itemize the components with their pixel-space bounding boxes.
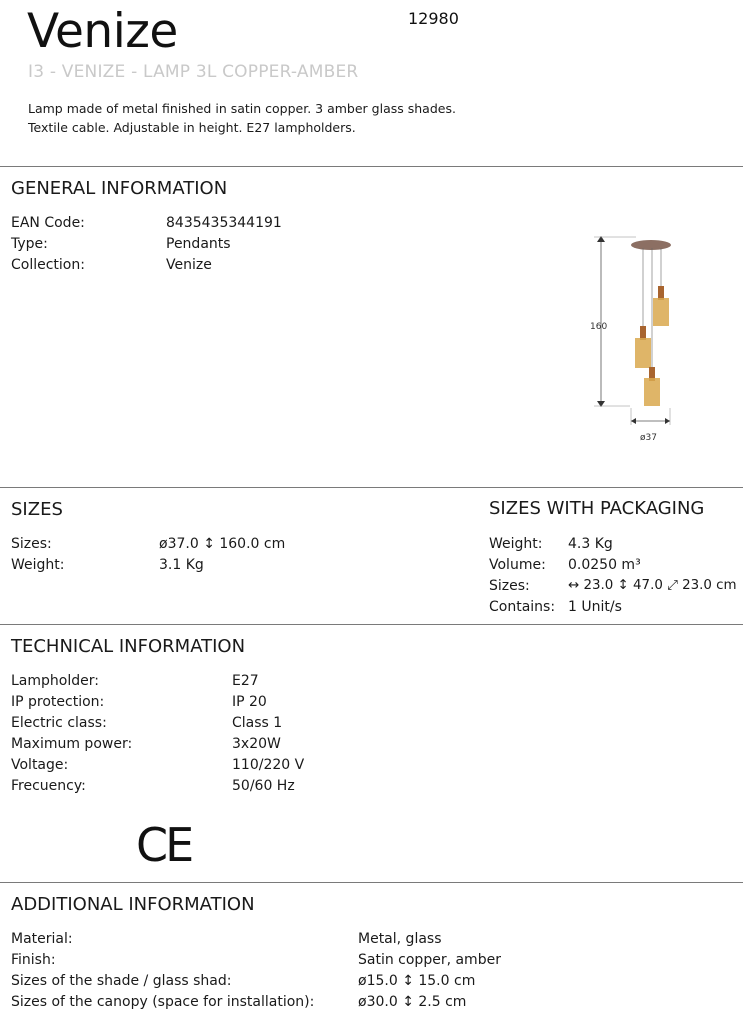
diameter-label: ø37	[640, 433, 657, 443]
additional-row	[11, 971, 531, 992]
packaging-row	[489, 555, 743, 576]
technical-row	[11, 734, 351, 755]
sizes-heading: SIZES	[11, 499, 63, 520]
product-title: Venize	[27, 4, 178, 59]
row-value: ↔ 23.0 ↕ 47.0 ⤢ 23.0 cm	[568, 578, 737, 593]
additional-information-table	[11, 929, 531, 1015]
product-description	[28, 99, 508, 137]
row-label: Weight:	[489, 536, 543, 552]
technical-row	[11, 671, 351, 692]
row-label: Material:	[11, 931, 73, 947]
technical-information-table	[11, 671, 351, 797]
packaging-table	[489, 534, 743, 620]
additional-row	[11, 992, 531, 1013]
row-label: Type:	[11, 236, 48, 252]
row-label: Lampholder:	[11, 673, 99, 689]
row-value: 50/60 Hz	[232, 778, 295, 794]
lamp-technical-drawing	[580, 228, 690, 448]
amber-glass-shade	[635, 338, 651, 368]
row-value: Pendants	[166, 236, 231, 252]
additional-row	[11, 929, 531, 950]
row-value: 4.3 Kg	[568, 536, 613, 552]
row-label: EAN Code:	[11, 215, 85, 231]
height-label: 160	[590, 322, 608, 332]
ce-mark-icon: CE	[136, 818, 192, 872]
row-label: Voltage:	[11, 757, 69, 773]
description-line: Textile cable. Adjustable in height. E27 lampholders.	[28, 120, 356, 135]
row-value: Class 1	[232, 715, 283, 731]
general-row-type	[11, 234, 331, 255]
sizes-row	[11, 555, 341, 576]
packaging-row	[489, 576, 743, 597]
technical-row	[11, 692, 351, 713]
row-value: 0.0250 m³	[568, 557, 641, 573]
row-value: 1 Unit/s	[568, 599, 622, 615]
amber-glass-shade	[644, 378, 660, 406]
row-label: Maximum power:	[11, 736, 133, 752]
row-value: ø30.0 ↕ 2.5 cm	[358, 994, 467, 1010]
product-reference: 12980	[408, 9, 459, 28]
row-label: Contains:	[489, 599, 556, 615]
arrow-left-icon	[631, 418, 636, 424]
row-value: IP 20	[232, 694, 267, 710]
amber-glass-shade	[653, 298, 669, 326]
description-line: Lamp made of metal finished in satin copper. 3 amber glass shades.	[28, 101, 456, 116]
section-divider	[0, 166, 743, 167]
row-value: ø15.0 ↕ 15.0 cm	[358, 973, 476, 989]
technical-row	[11, 713, 351, 734]
row-label: Collection:	[11, 257, 85, 273]
row-value: 110/220 V	[232, 757, 305, 773]
product-subtitle: I3 - VENIZE - LAMP 3L COPPER-AMBER	[28, 62, 359, 82]
general-information-table	[11, 213, 331, 283]
row-value: 3.1 Kg	[159, 557, 204, 573]
row-value: Venize	[166, 257, 212, 273]
section-divider	[0, 624, 743, 625]
section-divider	[0, 882, 743, 883]
row-label: Frecuency:	[11, 778, 86, 794]
row-value: 3x20W	[232, 736, 281, 752]
technical-row	[11, 755, 351, 776]
canopy	[631, 240, 671, 250]
row-label: Volume:	[489, 557, 546, 573]
row-value: Satin copper, amber	[358, 952, 501, 968]
copper-cylinder	[658, 286, 664, 300]
row-label: Sizes of the canopy (space for installation):	[11, 994, 315, 1010]
row-label: Sizes of the shade / glass shad:	[11, 973, 232, 989]
arrow-right-icon	[665, 418, 670, 424]
packaging-row	[489, 534, 743, 555]
row-value: 8435435344191	[166, 215, 282, 231]
row-label: Electric class:	[11, 715, 107, 731]
packaging-row	[489, 597, 743, 618]
row-label: Sizes:	[11, 536, 52, 552]
additional-information-heading: ADDITIONAL INFORMATION	[11, 894, 255, 915]
row-value: Metal, glass	[358, 931, 442, 947]
general-row-ean	[11, 213, 331, 234]
row-label: Sizes:	[489, 578, 530, 594]
row-value: ø37.0 ↕ 160.0 cm	[159, 536, 286, 552]
row-value: E27	[232, 673, 259, 689]
sizes-table	[11, 534, 341, 578]
copper-cylinder	[640, 326, 646, 340]
general-row-collection	[11, 255, 331, 276]
additional-row	[11, 950, 531, 971]
general-information-heading: GENERAL INFORMATION	[11, 178, 228, 199]
row-label: IP protection:	[11, 694, 105, 710]
sizes-row	[11, 534, 341, 555]
row-label: Finish:	[11, 952, 56, 968]
section-divider	[0, 487, 743, 488]
row-label: Weight:	[11, 557, 65, 573]
technical-information-heading: TECHNICAL INFORMATION	[11, 636, 246, 657]
technical-row	[11, 776, 351, 797]
packaging-heading: SIZES WITH PACKAGING	[489, 498, 705, 519]
